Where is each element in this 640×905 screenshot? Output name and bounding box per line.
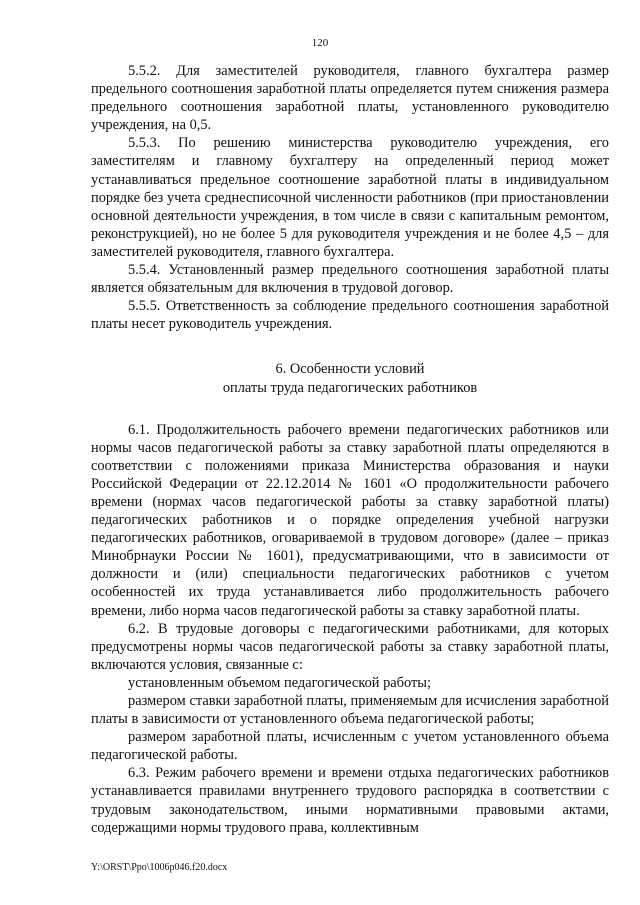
- paragraph-6-2: 6.2. В трудовые договоры с педагогическими работниками, для которых предусмотрены нормы часов педагогической работы за ставку заработной платы, включаются условия, связанные с:: [91, 620, 609, 673]
- file-path-footer: Y:\ORST\Ppo\1006p046.f20.docx: [91, 862, 228, 873]
- list-item-volume: установленным объемом педагогической работы;: [128, 674, 431, 691]
- paragraph-5-5-2: 5.5.2. Для заместителей руководителя, главного бухгалтера размер предельного соотношения заработной платы определяется путем снижения размера предельного соотношения заработной платы, установленного руководителю учреждения, на 0,5.: [91, 63, 609, 134]
- section-heading-line1: 6. Особенности условий: [275, 361, 425, 378]
- paragraph-5-5-3: 5.5.3. По решению министерства руководителю учреждения, его заместителям и главному бухгалтеру на определенный период может устанавливаться предельное соотношение заработной платы в индивидуальном порядке без учета среднесписочной численности работников (при приостановлении основной деятельности учреждения, в том числе в связи с капитальным ремонтом, реконструкцией), но не более 5 для руководителя учреждения и не более 4,5 – для заместителей руководителя, главного бухгалтера.: [91, 135, 609, 260]
- paragraph-6-1: 6.1. Продолжительность рабочего времени педагогических работников или нормы часов педагогической работы за ставку заработной платы определяются в соответствии с положениями приказа Министерства образования и науки Российской Федерации от 22.12.2014 № 1601 «О продолжительности рабочего времени (нормах часов педагогической работы за ставку заработной платы) педагогических работников и о порядке определения учебной нагрузки педагогических работников, оговариваемой в трудовом договоре» (далее – приказ Минобрнауки России № 1601), предусматривающими, что в зависимости от должности и (или) специальности педагогических работников с учетом особенностей их труда устанавливается либо продолжительность рабочего времени, либо норма часов педагогической работы за ставку заработной платы.: [91, 421, 609, 619]
- list-item-rate: размером ставки заработной платы, применяемым для исчисления заработной платы в зависимости от установленного объема педагогической работы;: [91, 693, 609, 728]
- document-body: [91, 62, 609, 837]
- list-item-salary: размером заработной платы, исчисленным с учетом установленного объема педагогической работы.: [91, 729, 609, 764]
- page-number: 120: [311, 37, 329, 49]
- section-heading-line2: оплаты труда педагогических работников: [222, 379, 478, 396]
- paragraph-6-3: 6.3. Режим рабочего времени и времени отдыха педагогических работников устанавливается правилами внутреннего трудового распорядка в соответствии с трудовым законодательством, иными нормативными правовыми актами, содержащими нормы трудового права, коллективным: [91, 765, 609, 836]
- paragraph-5-5-5: 5.5.5. Ответственность за соблюдение предельного соотношения заработной платы несет руководитель учреждения.: [91, 298, 609, 333]
- paragraph-5-5-4: 5.5.4. Установленный размер предельного соотношения заработной платы является обязательным для включения в трудовой договор.: [91, 262, 609, 297]
- section-heading: [91, 360, 609, 396]
